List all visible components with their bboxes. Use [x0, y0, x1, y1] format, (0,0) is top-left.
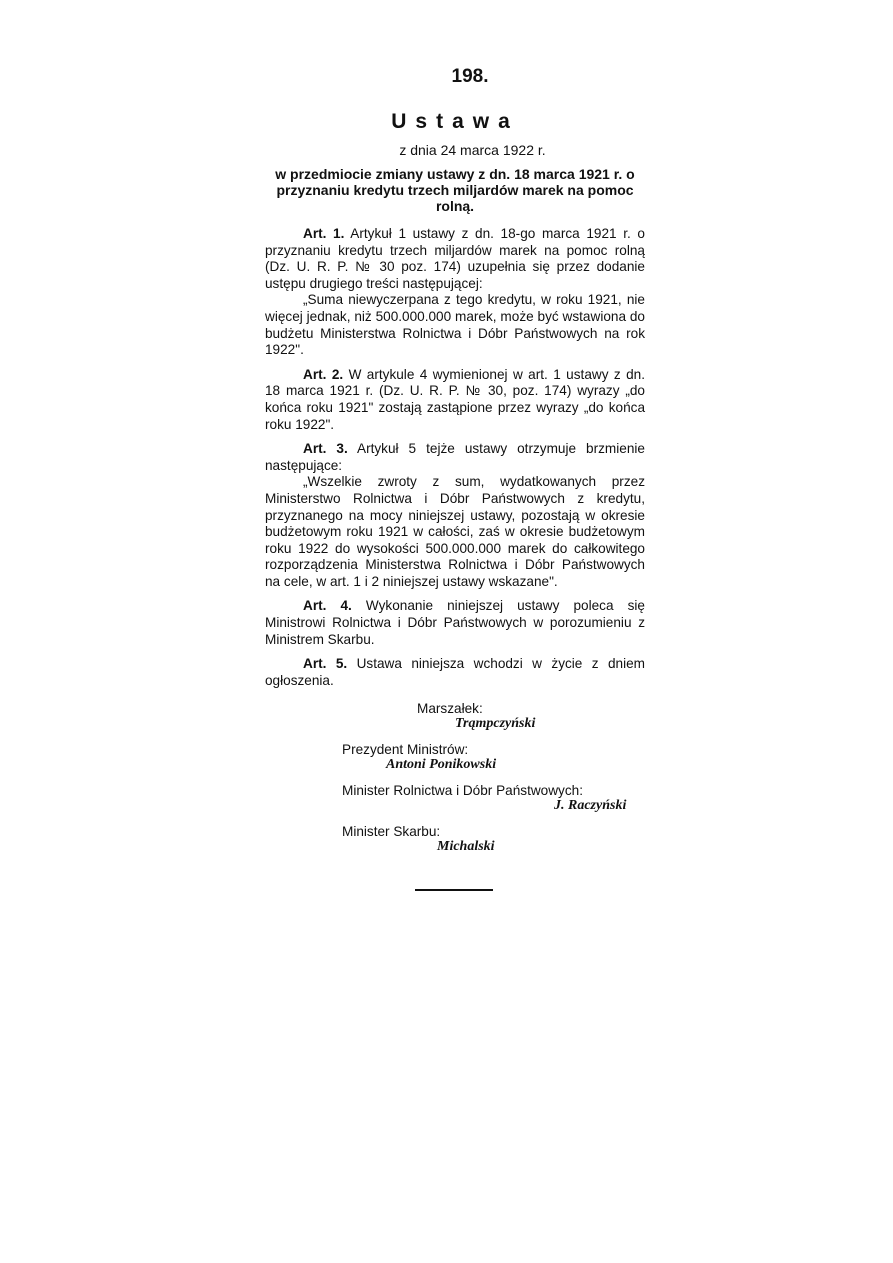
signature-role: Marszałek:	[417, 701, 483, 717]
end-divider	[415, 889, 493, 891]
signature-role: Prezydent Ministrów:	[342, 742, 469, 758]
article-quote-text: „Suma niewyczerpana z tego kredytu, w roku 1921, nie więcej jednak, niż 500.000.000 marek, może być wstawiona do budżetu Ministerstwa Rolnictwa i Dóbr Państwowych na rok 1922".	[265, 292, 645, 358]
signature-role: Minister Skarbu:	[342, 824, 441, 840]
article-3	[265, 441, 645, 590]
article-quote	[265, 292, 645, 358]
signature-role: Minister Rolnictwa i Dóbr Państwowych:	[342, 783, 583, 799]
signature-name: Antoni Ponikowski	[386, 757, 497, 773]
article-paragraph	[265, 441, 645, 474]
signature-speaker	[417, 701, 645, 732]
signature-block	[265, 701, 645, 855]
article-label: Art. 3.	[303, 441, 348, 457]
article-text: Ustawa niniejsza wchodzi w życie z dniem ogłoszenia.	[265, 656, 646, 688]
article-2	[265, 367, 645, 433]
article-paragraph	[265, 226, 645, 292]
act-subject: w przedmiocie zmiany ustawy z dn. 18 marca 1921 r. o przyznaniu kredytu trzech miljardów marek na pomoc rolną.	[275, 166, 635, 214]
signature-name: Trąmpczyński	[455, 716, 536, 732]
signature-treasury-minister	[342, 824, 645, 855]
article-label: Art. 2.	[303, 366, 344, 382]
article-text: Artykuł 5 tejże ustawy otrzymuje brzmienie następujące:	[265, 441, 645, 473]
article-4	[265, 598, 645, 648]
article-text: W artykule 4 wymienionej w art. 1 ustawy z dn. 18 marca 1921 r. (Dz. U. R. P. № 30, poz. 174) wyrazy „do końca roku 1921" zostają zastąpione przez wyrazy „do końca roku 1922".	[265, 366, 645, 432]
article-label: Art. 4.	[303, 598, 352, 614]
article-quote-text: „Wszelkie zwroty z sum, wydatkowanych przez Ministerstwo Rolnictwa i Dóbr Państwowych z kredytu, przyznanego na mocy niniejszej ustawy, pozostają w okresie budżetowym roku 1921 w całości, zaś w okresie budżetowym roku 1922 do wysokości 500.000.000 marek do całkowitego rozporządzenia Ministerstwa Rolnictwa i Dóbr Państwowych na cele, w art. 1 i 2 niniejszej ustawy wskazane".	[265, 474, 645, 589]
article-label: Art. 1.	[303, 226, 345, 241]
signature-name: J. Raczyński	[554, 798, 627, 814]
act-title: Ustawa	[391, 110, 519, 133]
article-paragraph	[265, 598, 645, 648]
article-1	[265, 226, 645, 359]
article-5	[265, 656, 645, 689]
article-label: Art. 5.	[303, 656, 348, 672]
document-page	[265, 66, 645, 855]
signature-prime-minister	[342, 742, 645, 773]
article-text: Artykuł 1 ustawy z dn. 18-go marca 1921 r. o przyznaniu kredytu trzech miljardów marek na pomoc rolną (Dz. U. R. P. № 30 poz. 174) uzupełnia się przez dodanie ustępu drugiego treści następującej:	[265, 226, 645, 291]
article-quote	[265, 474, 645, 590]
act-date: z dnia 24 marca 1922 r.	[399, 142, 546, 158]
article-paragraph	[265, 656, 645, 689]
signature-name: Michalski	[437, 839, 495, 855]
signature-agriculture-minister	[342, 783, 645, 814]
article-text: Wykonanie niniejszej ustawy poleca się Ministrowi Rolnictwa i Dóbr Państwowych w porozumieniu z Ministrem Skarbu.	[265, 598, 645, 647]
page-number: 198.	[451, 66, 489, 87]
article-paragraph	[265, 367, 645, 433]
